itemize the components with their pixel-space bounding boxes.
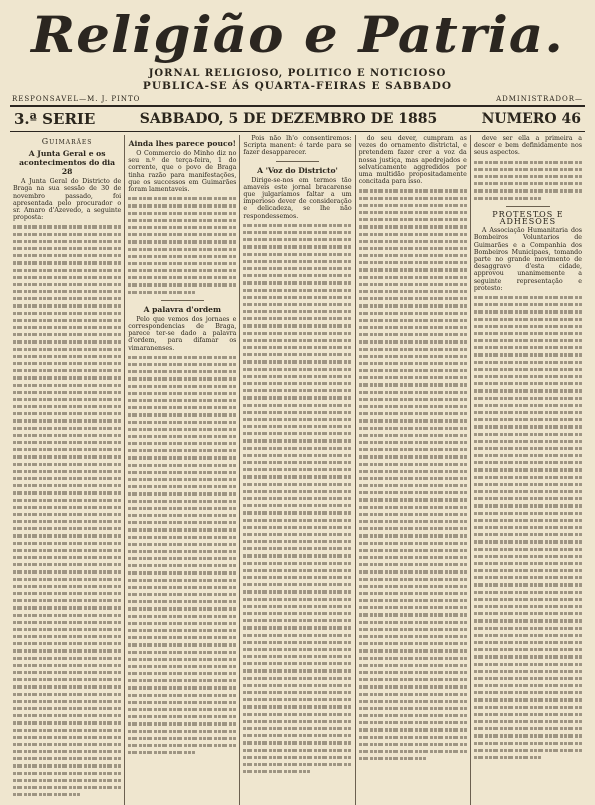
article-divider xyxy=(161,300,204,301)
issue-number: NUMERO 46 xyxy=(481,111,581,127)
article-divider xyxy=(276,161,319,162)
masthead xyxy=(10,0,585,103)
body-text xyxy=(128,354,236,757)
article-text: O Commercio do Minho diz no seu n.º de terça-feira, 1 do corrente, que o povo de Braga tinha razão para manifestações, que os successos em Guimarães foram lamentaveis. xyxy=(128,150,237,194)
article-text: A Associação Humanitaria dos Bombeiros Voluntarios de Guimarães e a Companhia dos Bombeiros Municipaes, tomando parte no grande movimento de desaggravo d'esta cidade, approvou unanimemente a seguinte representação e protesto: xyxy=(473,227,583,292)
staff-line xyxy=(10,95,585,103)
article-text: Pelo que vemos dos jornaes e correspondencias de Braga, parece ter-se dado a palavra d'ordem, para difamar os vimaranenses. xyxy=(128,315,237,352)
article-text: do seu dever, cumpram as vezes do ornamento districtal, e pretendem fazer crer a voz da nossa justiça, mas apedrejados e selvaticamente aggredidos por uma multidão propositadamente concitada para isso. xyxy=(358,135,467,186)
article-text: A Junta Geral do Districto de Braga na sua sessão de 30 de novembro passado, foi apresentada pelo procurador o sr. Amaro d'Azevedo, a seguinte proposta: xyxy=(13,178,122,222)
newspaper-title: Religião e Patria. xyxy=(31,5,564,64)
administrator: ADMINISTRADOR— xyxy=(496,95,583,103)
serie-label: 3.ª SERIE xyxy=(14,110,96,128)
column-1 xyxy=(10,135,125,805)
headline-junta-geral: A Junta Geral e os acontecimentos do dia 28 xyxy=(19,149,116,177)
body-text xyxy=(243,222,351,775)
bottom-rule xyxy=(10,131,585,132)
column-2 xyxy=(125,135,240,805)
publish-days: PUBLICA-SE ÁS QUARTA-FEIRAS E SABBADO xyxy=(142,80,453,92)
section-protestos: PROTESTOS E ADHESÕES xyxy=(492,209,564,226)
body-text xyxy=(359,187,467,762)
column-3 xyxy=(240,135,355,805)
headline-palavra-ordem: A palavra d'ordem xyxy=(143,304,222,314)
body-text xyxy=(474,159,582,202)
headline-ainda-pouco: Ainda lhes parece pouco! xyxy=(128,139,237,148)
body-text xyxy=(474,294,582,761)
article-divider xyxy=(506,206,549,207)
column-4 xyxy=(356,135,471,805)
body-text xyxy=(128,195,236,296)
section-guimaraes: Guimarães xyxy=(41,137,93,146)
article-text: Dirige-se-nos em termos tão amaveis este jornal bracarense que julgaríamos faltar a um imperioso dever de consideração e delicadeza, se lhe não respondessemos. xyxy=(243,176,352,220)
responsible: RESPONSAVEL—M. J. PINTO xyxy=(12,95,141,103)
issue-date: SABBADO, 5 DE DEZEMBRO DE 1885 xyxy=(139,111,438,127)
newspaper-subtitle: JORNAL RELIGIOSO, POLITICO E NOTICIOSO xyxy=(148,68,447,79)
column-5 xyxy=(471,135,585,805)
article-text: deve ser ella a primeira a descer e bem definidamente nos seus aspectos. xyxy=(473,135,583,157)
body-text xyxy=(13,223,121,798)
article-text: Pois não lh'o consentiremos: Scripta manent: é tarde para se fazer desapparecer. xyxy=(243,135,352,157)
headline-voz-districto: A 'Voz do Districto' xyxy=(257,165,338,175)
columns xyxy=(10,135,585,805)
dateline xyxy=(10,107,585,131)
